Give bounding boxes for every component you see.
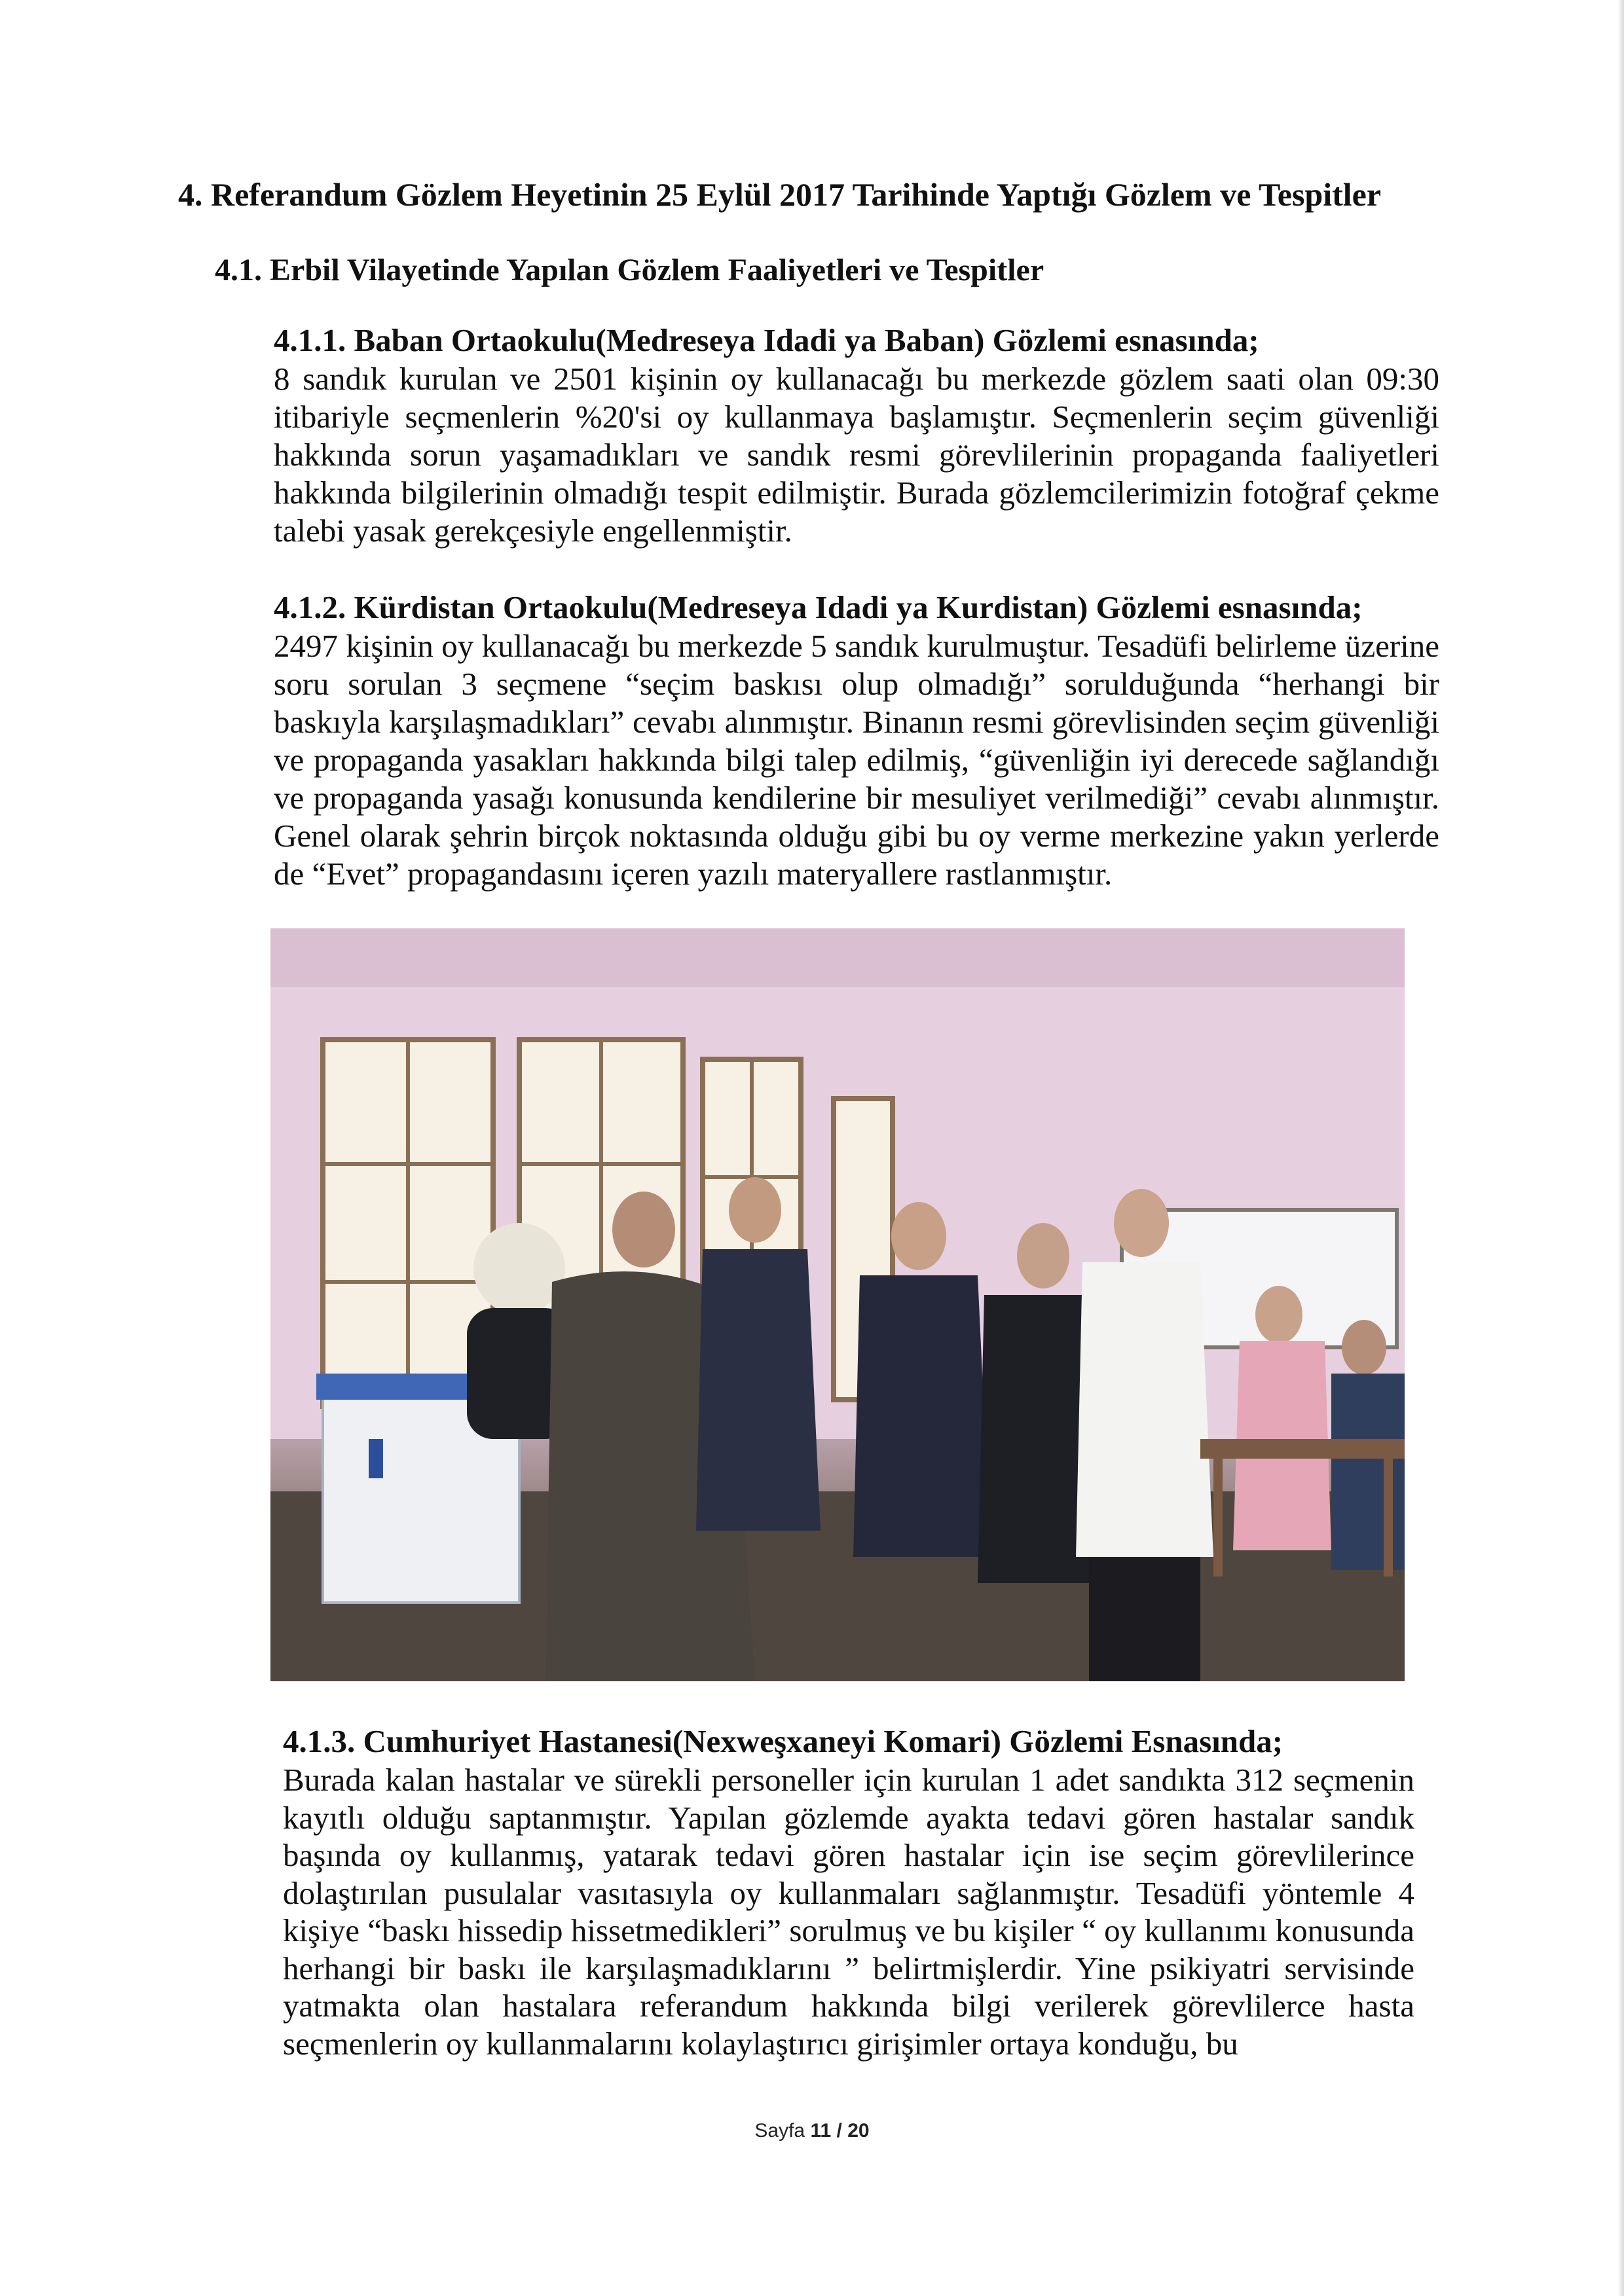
section-title: 4.1.2. Kürdistan Ortaokulu(Medreseya Idadi ya Kurdistan) Gözlemi esnasında; bbox=[274, 589, 1363, 625]
footer-prefix: Sayfa bbox=[754, 2120, 805, 2141]
subsection-heading: 4.1. Erbil Vilayetinde Yapılan Gözlem Faaliyetleri ve Tespitler bbox=[215, 253, 1044, 287]
section-body: Burada kalan hastalar ve sürekli personeller için kurulan 1 adet sandıkta 312 seçmenin kayıtlı olduğu saptanmıştır. Yapılan gözlemde ayakta tedavi gören hastalar sandık başında oy kullanmış, yatarak tedavi gören hastalar için ise seçim görevlilerince dolaştırılan pusulalar vasıtasıyla oy kullanmaları sağlanmıştır. Tesadüfi yöntemle 4 kişiye “baskı hissedip hissetmedikleri” sorulmuş ve bu kişiler “ oy kullanımı konusunda herhangi bir baskı ile karşılaşmadıklarını ” belirtmişlerdir. Yine psikiyatri servisinde yatmakta olan hastalara referandum hakkında bilgi verilerek görevlilerce hasta seçmenlerin oy kullanmalarını kolaylaştırıcı girişimler ortaya konduğu, bu bbox=[283, 1762, 1414, 2062]
page-total: 20 bbox=[847, 2120, 870, 2141]
section-4-1-3 bbox=[283, 1722, 1414, 2062]
page-number: 11 bbox=[810, 2120, 832, 2141]
section-body: 2497 kişinin oy kullanacağı bu merkezde 5 sandık kurulmuştur. Tesadüfi belirleme üzerine soru sorulan 3 seçmene “seçim baskısı olup olmadığı” sorulduğunda “herhangi bir baskıyla karşılaşmadıkları” cevabı alınmıştır. Binanın resmi görevlisinden seçim güvenliği ve propaganda yasakları hakkında bilgi talep edilmiş, “güvenliğin iyi derecede sağlandığı ve propaganda yasağı konusunda kendilerine bir mesuliyet verilmediği” cevabı alınmıştır. Genel olarak şehrin birçok noktasında olduğu gibi bu oy verme merkezine yakın yerlerde de “Evet” propagandasını içeren yazılı materyallere rastlanmıştır. bbox=[274, 628, 1439, 892]
page-separator: / bbox=[836, 2120, 842, 2141]
section-title: 4.1.3. Cumhuriyet Hastanesi(Nexweşxaneyi Komari) Gözlemi Esnasında; bbox=[283, 1723, 1283, 1759]
page-footer bbox=[0, 2120, 1624, 2142]
section-title: 4.1.1. Baban Ortaokulu(Medreseya Idadi ya Baban) Gözlemi esnasında; bbox=[274, 322, 1259, 358]
polling-station-photo bbox=[270, 928, 1405, 1681]
section-body: 8 sandık kurulan ve 2501 kişinin oy kullanacağı bu merkezde gözlem saati olan 09:30 itibariyle seçmenlerin %20'si oy kullanmaya başlamıştır. Seçmenlerin seçim güvenliği hakkında sorun yaşamadıkları ve sandık resmi görevlilerinin propaganda faaliyetleri hakkında bilgilerinin olmadığı tespit edilmiştir. Burada gözlemcilerimizin fotoğraf çekme talebi yasak gerekçesiyle engellenmiştir. bbox=[274, 361, 1439, 549]
section-4-1-1 bbox=[274, 321, 1439, 550]
section-4-1-2 bbox=[274, 588, 1439, 893]
section-heading: 4. Referandum Gözlem Heyetinin 25 Eylül 2017 Tarihinde Yaptığı Gözlem ve Tespitler bbox=[178, 176, 1382, 213]
scan-edge-shadow bbox=[1617, 0, 1624, 2296]
